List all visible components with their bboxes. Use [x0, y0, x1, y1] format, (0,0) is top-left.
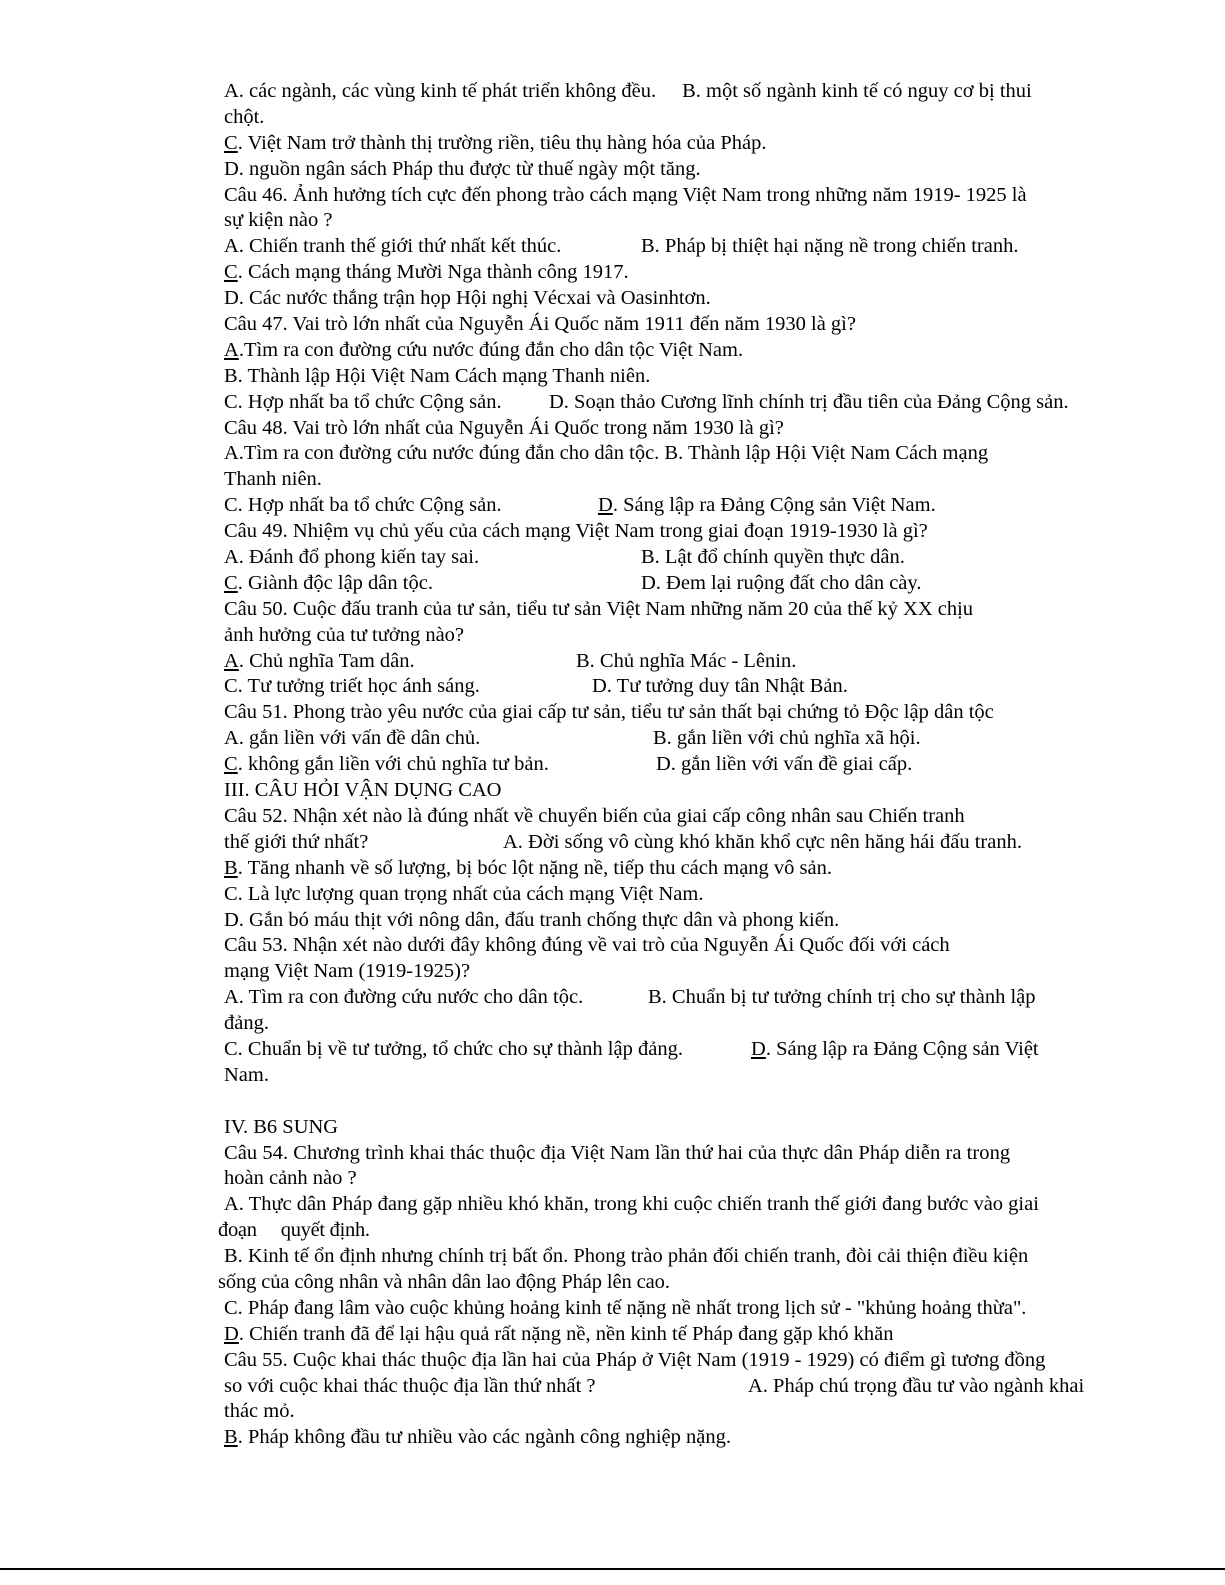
- text-line: B. Thành lập Hội Việt Nam Cách mạng Thanh niên.: [224, 364, 651, 387]
- text-line: thác mỏ.: [224, 1400, 295, 1423]
- options-line: C. không gắn liền với chủ nghĩa tư bản. D. gắn liền với vấn đề giai cấp.: [224, 753, 913, 776]
- option-a: A. Đời sống vô cùng khó khăn khổ cực nên hăng hái đấu tranh.: [503, 830, 1022, 853]
- option-a: A. gắn liền với vấn đề dân chủ.: [224, 727, 481, 750]
- question-54: Câu 54. Chương trình khai thác thuộc địa Việt Nam lần thứ hai của thực dân Pháp diễn ra trong: [224, 1141, 1011, 1164]
- options-line: [224, 390, 1124, 416]
- question-52: Câu 52. Nhận xét nào là đúng nhất về chuyển biến của giai cấp công nhân sau Chiến tranh: [224, 804, 965, 827]
- section-heading: IV. B6 SUNG: [224, 1115, 339, 1138]
- option-b: B. gắn liền với chủ nghĩa xã hội.: [653, 727, 921, 750]
- correct-answer-letter: A: [224, 338, 239, 361]
- text-line: hoàn cảnh nào ?: [224, 1167, 357, 1190]
- answer-line: C. Việt Nam trở thành thị trường riền, tiêu thụ hàng hóa của Pháp.: [224, 131, 767, 154]
- option-d: D. Đem lại ruộng đất cho dân cày.: [641, 571, 922, 594]
- question-46: Câu 46. Ảnh hưởng tích cực đến phong trào cách mạng Việt Nam trong những năm 1919- 1925 là: [224, 183, 1027, 206]
- option-b: B. Chủ nghĩa Mác - Lênin.: [576, 649, 797, 672]
- option-b: B. một số ngành kinh tế có nguy cơ bị thui: [682, 80, 1032, 102]
- correct-answer-letter: A: [224, 649, 239, 672]
- text-line: D. nguồn ngân sách Pháp thu được từ thuế ngày một tăng.: [224, 157, 701, 180]
- option-c: C. Tư tưởng triết học ánh sáng.: [224, 675, 480, 698]
- question-50: Câu 50. Cuộc đấu tranh của tư sản, tiểu tư sản Việt Nam những năm 20 của thế kỷ XX chịu: [224, 597, 974, 620]
- text-line: sự kiện nào ?: [224, 209, 333, 232]
- text-line: [224, 79, 1124, 105]
- text-line: mạng Việt Nam (1919-1925)?: [224, 960, 471, 983]
- option-c: C. Hợp nhất ba tổ chức Cộng sản.: [224, 390, 502, 413]
- answer-line: D. Chiến tranh đã để lại hậu quả rất nặng nề, nền kinh tế Pháp đang gặp khó khăn: [224, 1322, 894, 1345]
- options-line: C. Chuẩn bị về tư tưởng, tổ chức cho sự thành lập đảng. D. Sáng lập ra Đảng Cộng sản Việt: [224, 1037, 1124, 1063]
- option-c: C. Pháp đang lâm vào cuộc khủng hoảng kinh tế nặng nề nhất trong lịch sử - "khủng hoảng thừa".: [224, 1296, 1027, 1319]
- options-line: thế giới thứ nhất? A. Đời sống vô cùng khó khăn khổ cực nên hăng hái đấu tranh.: [224, 830, 1022, 853]
- options-line: A. Chủ nghĩa Tam dân. B. Chủ nghĩa Mác - Lênin.: [224, 649, 797, 672]
- option-b: B. Chuẩn bị tư tưởng chính trị cho sự thành lập: [648, 986, 1036, 1009]
- options-line: [224, 985, 1124, 1011]
- option-a: A. Đánh đổ phong kiến tay sai.: [224, 546, 480, 569]
- text-line: D. Các nước thắng trận họp Hội nghị Vécxai và Oasinhtơn.: [224, 287, 711, 310]
- question-55: Câu 55. Cuộc khai thác thuộc địa lần hai của Pháp ở Việt Nam (1919 - 1929) có điểm gì tương đồng: [224, 1348, 1046, 1371]
- correct-answer-letter: C: [224, 753, 238, 776]
- correct-answer-letter: C: [224, 571, 238, 594]
- option-a: A. Thực dân Pháp đang gặp nhiều khó khăn, trong khi cuộc chiến tranh thế giới đang bước vào giai: [224, 1193, 1039, 1216]
- option-a: A. Chiến tranh thế giới thứ nhất kết thúc.: [224, 235, 562, 258]
- bottom-rule: [0, 1568, 1225, 1570]
- correct-answer-letter: C: [224, 261, 238, 284]
- text-line: đoạn quyết định.: [218, 1219, 370, 1242]
- option-b: B. Kinh tế ổn định nhưng chính trị bất ổn. Phong trào phản đối chiến tranh, đòi cải thiện điều kiện: [224, 1245, 1029, 1268]
- answer-line: B. Pháp không đầu tư nhiều vào các ngành công nghiệp nặng.: [224, 1426, 731, 1449]
- correct-answer-letter: C: [224, 131, 238, 154]
- option-c: C. Chuẩn bị về tư tưởng, tổ chức cho sự thành lập đảng.: [224, 1037, 683, 1060]
- option-a: A. các ngành, các vùng kinh tế phát triển không đều.: [224, 80, 657, 102]
- option-b: B. Lật đổ chính quyền thực dân.: [641, 546, 905, 569]
- options-line: [224, 674, 1124, 700]
- options-line: [224, 234, 1124, 260]
- option-d: D. gắn liền với vấn đề giai cấp.: [656, 753, 913, 776]
- answer-line: C. Cách mạng tháng Mười Nga thành công 1917.: [224, 261, 629, 284]
- answer-line: A.Tìm ra con đường cứu nước đúng đắn cho dân tộc Việt Nam.: [224, 338, 744, 361]
- correct-answer-letter: D: [598, 494, 613, 517]
- option-c: C. Hợp nhất ba tổ chức Cộng sản.: [224, 494, 502, 517]
- option-a: A. Tìm ra con đường cứu nước cho dân tộc.: [224, 986, 584, 1009]
- options-line: C. Hợp nhất ba tổ chức Cộng sản. D. Sáng lập ra Đảng Cộng sản Việt Nam.: [224, 493, 1124, 519]
- text-line: chột.: [224, 105, 265, 128]
- text-line: Thanh niên.: [224, 468, 322, 491]
- question-53: Câu 53. Nhận xét nào dưới đây không đúng về vai trò của Nguyễn Ái Quốc đối với cách: [224, 934, 950, 957]
- options-line: [224, 726, 1124, 752]
- correct-answer-letter: D: [224, 1322, 239, 1345]
- text-line: đảng.: [224, 1012, 269, 1035]
- options-line: C. Giành độc lập dân tộc. D. Đem lại ruộng đất cho dân cày.: [224, 571, 922, 594]
- text-line: A.Tìm ra con đường cứu nước đúng đắn cho dân tộc. B. Thành lập Hội Việt Nam Cách mạng: [224, 442, 989, 465]
- question-48: Câu 48. Vai trò lớn nhất của Nguyễn Ái Quốc trong năm 1930 là gì?: [224, 416, 784, 439]
- section-heading: III. CÂU HỎI VẬN DỤNG CAO: [224, 779, 502, 802]
- options-line: [224, 545, 1124, 571]
- option-d: D. Soạn thảo Cương lĩnh chính trị đầu tiên của Đảng Cộng sản.: [549, 390, 1069, 413]
- text-line: sống của công nhân và nhân dân lao động Pháp lên cao.: [218, 1270, 670, 1293]
- text-line: C. Là lực lượng quan trọng nhất của cách mạng Việt Nam.: [224, 882, 704, 905]
- question-47: Câu 47. Vai trò lớn nhất của Nguyễn Ái Quốc năm 1911 đến năm 1930 là gì?: [224, 313, 856, 336]
- correct-answer-letter: B: [224, 856, 238, 879]
- document-body: [218, 79, 1124, 1451]
- option-d: D. Tư tưởng duy tân Nhật Bản.: [592, 675, 848, 698]
- options-line: so với cuộc khai thác thuộc địa lần thứ nhất ? A. Pháp chú trọng đầu tư vào ngành khai: [224, 1374, 1085, 1397]
- text-line: Nam.: [224, 1063, 269, 1086]
- question-49: Câu 49. Nhiệm vụ chủ yếu của cách mạng Việt Nam trong giai đoạn 1919-1930 là gì?: [224, 520, 928, 543]
- text-line: D. Gắn bó máu thịt với nông dân, đấu tranh chống thực dân và phong kiến.: [224, 908, 840, 931]
- answer-line: B. Tăng nhanh về số lượng, bị bóc lột nặng nề, tiếp thu cách mạng vô sản.: [224, 856, 832, 879]
- correct-answer-letter: D: [751, 1037, 766, 1060]
- option-b: B. Pháp bị thiệt hại nặng nề trong chiến tranh.: [641, 235, 1019, 258]
- option-a: A. Pháp chú trọng đầu tư vào ngành khai: [748, 1374, 1085, 1397]
- text-line: ảnh hưởng của tư tưởng nào?: [224, 623, 465, 646]
- correct-answer-letter: B: [224, 1426, 238, 1449]
- question-51: Câu 51. Phong trào yêu nước của giai cấp tư sản, tiểu tư sản thất bại chứng tỏ Độc lập dân tộc: [224, 701, 994, 724]
